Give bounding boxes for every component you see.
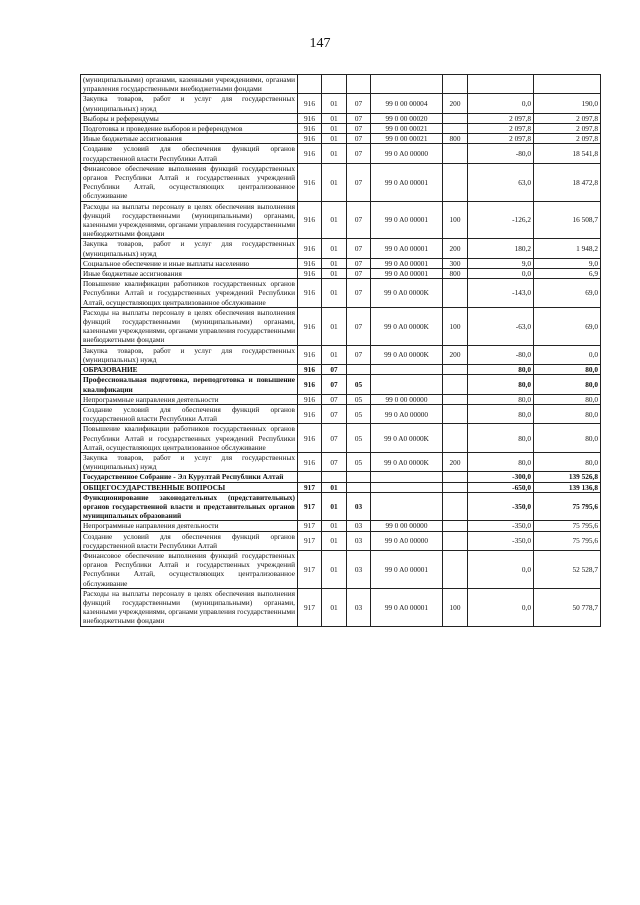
cell-section: 01 [322, 113, 347, 123]
table-row [81, 472, 601, 482]
cell-section: 01 [322, 521, 347, 531]
cell-change: 80,0 [468, 424, 534, 453]
cell-change: 0,0 [468, 94, 534, 113]
cell-ved: 916 [298, 452, 322, 471]
table-row [81, 345, 601, 364]
cell-subsection: 03 [347, 531, 371, 550]
table-row [81, 531, 601, 550]
cell-section: 07 [322, 424, 347, 453]
cell-name: Непрограммные направления деятельности [81, 521, 298, 531]
table-row [81, 75, 601, 94]
cell-section: 07 [322, 404, 347, 423]
cell-amount: 139 526,8 [534, 472, 601, 482]
cell-expense-type [443, 531, 468, 550]
cell-section: 01 [322, 94, 347, 113]
cell-ved: 916 [298, 201, 322, 239]
cell-target-article: 99 0 A0 00000 [371, 531, 443, 550]
cell-subsection: 07 [347, 201, 371, 239]
cell-name: (муниципальными) органами, казенными учреждениями, органами управления государственными внебюджетными фондами [81, 75, 298, 94]
cell-amount: 80,0 [534, 394, 601, 404]
cell-change: 80,0 [468, 394, 534, 404]
cell-subsection [347, 472, 371, 482]
table-row [81, 269, 601, 279]
cell-target-article [371, 375, 443, 394]
cell-change: -650,0 [468, 482, 534, 492]
cell-target-article: 99 0 A0 00001 [371, 269, 443, 279]
cell-ved: 917 [298, 492, 322, 521]
cell-section: 01 [322, 345, 347, 364]
table-row [81, 279, 601, 308]
cell-change: 0,0 [468, 269, 534, 279]
cell-subsection: 05 [347, 375, 371, 394]
cell-change: -63,0 [468, 307, 534, 345]
cell-expense-type [443, 472, 468, 482]
cell-amount: 16 508,7 [534, 201, 601, 239]
cell-section: 01 [322, 258, 347, 268]
cell-change: 80,0 [468, 452, 534, 471]
cell-name: Функционирование законодательных (представительных) органов государственной власти и представительных органов муниципальных образований [81, 492, 298, 521]
cell-expense-type: 200 [443, 345, 468, 364]
cell-name: Подготовка и проведение выборов и референдумов [81, 124, 298, 134]
table-row [81, 588, 601, 626]
cell-amount: 75 795,6 [534, 531, 601, 550]
cell-amount: 75 795,6 [534, 521, 601, 531]
cell-section: 01 [322, 588, 347, 626]
cell-name: ОБРАЗОВАНИЕ [81, 365, 298, 375]
cell-section: 07 [322, 394, 347, 404]
cell-expense-type: 100 [443, 307, 468, 345]
cell-section: 01 [322, 144, 347, 163]
cell-subsection: 07 [347, 258, 371, 268]
cell-amount: 50 778,7 [534, 588, 601, 626]
cell-section: 01 [322, 239, 347, 258]
cell-subsection: 03 [347, 521, 371, 531]
cell-amount: 80,0 [534, 452, 601, 471]
table-row [81, 521, 601, 531]
table-row [81, 424, 601, 453]
cell-amount: 18 541,8 [534, 144, 601, 163]
cell-expense-type [443, 394, 468, 404]
cell-change: -300,0 [468, 472, 534, 482]
cell-amount: 80,0 [534, 424, 601, 453]
cell-target-article [371, 492, 443, 521]
cell-amount: 2 097,8 [534, 113, 601, 123]
cell-ved: 916 [298, 144, 322, 163]
cell-target-article: 99 0 00 00021 [371, 134, 443, 144]
cell-change: -350,0 [468, 521, 534, 531]
cell-change: -126,2 [468, 201, 534, 239]
cell-change: 2 097,8 [468, 134, 534, 144]
cell-target-article [371, 365, 443, 375]
cell-ved: 916 [298, 404, 322, 423]
table-row [81, 163, 601, 201]
cell-expense-type [443, 404, 468, 423]
cell-change: -80,0 [468, 144, 534, 163]
cell-subsection: 07 [347, 134, 371, 144]
cell-name: ОБЩЕГОСУДАРСТВЕННЫЕ ВОПРОСЫ [81, 482, 298, 492]
cell-ved: 916 [298, 307, 322, 345]
cell-name: Закупка товаров, работ и услуг для государственных (муниципальных) нужд [81, 239, 298, 258]
cell-section: 01 [322, 492, 347, 521]
cell-ved: 916 [298, 258, 322, 268]
cell-expense-type [443, 365, 468, 375]
table-row [81, 394, 601, 404]
cell-expense-type: 300 [443, 258, 468, 268]
cell-amount: 52 528,7 [534, 550, 601, 588]
cell-ved: 916 [298, 394, 322, 404]
table-row [81, 94, 601, 113]
cell-amount: 80,0 [534, 404, 601, 423]
cell-change: 80,0 [468, 365, 534, 375]
cell-ved: 916 [298, 424, 322, 453]
cell-subsection: 07 [347, 239, 371, 258]
cell-ved: 916 [298, 113, 322, 123]
table-row [81, 113, 601, 123]
cell-amount: 69,0 [534, 279, 601, 308]
cell-name: Закупка товаров, работ и услуг для государственных (муниципальных) нужд [81, 345, 298, 364]
table-row [81, 492, 601, 521]
cell-subsection [347, 482, 371, 492]
cell-expense-type [443, 144, 468, 163]
cell-section: 01 [322, 124, 347, 134]
cell-target-article: 99 0 00 00020 [371, 113, 443, 123]
cell-subsection: 07 [347, 144, 371, 163]
cell-section: 01 [322, 307, 347, 345]
cell-section: 01 [322, 201, 347, 239]
cell-target-article: 99 0 00 00004 [371, 94, 443, 113]
cell-section: 01 [322, 550, 347, 588]
cell-target-article: 99 0 A0 00001 [371, 550, 443, 588]
cell-section: 07 [322, 452, 347, 471]
cell-name: Создание условий для обеспечения функций органов государственной власти Республики Алтай [81, 531, 298, 550]
cell-change: 0,0 [468, 588, 534, 626]
cell-name: Профессиональная подготовка, переподготовка и повышение квалификации [81, 375, 298, 394]
cell-subsection: 05 [347, 424, 371, 453]
cell-name: Финансовое обеспечение выполнения функций государственных органов Республики Алтай и государственных учреждений Республики Алтай, осуществляющих централизованное обслуживание [81, 163, 298, 201]
cell-expense-type: 200 [443, 239, 468, 258]
cell-change: -350,0 [468, 531, 534, 550]
cell-amount: 80,0 [534, 375, 601, 394]
table-row [81, 375, 601, 394]
page-number: 147 [309, 36, 331, 51]
cell-section: 01 [322, 531, 347, 550]
cell-target-article: 99 0 A0 0000K [371, 307, 443, 345]
cell-expense-type: 200 [443, 452, 468, 471]
cell-subsection [347, 365, 371, 375]
cell-name: Выборы и референдумы [81, 113, 298, 123]
cell-ved: 916 [298, 134, 322, 144]
cell-amount: 2 097,8 [534, 124, 601, 134]
cell-name: Социальное обеспечение и иные выплаты населению [81, 258, 298, 268]
table-row [81, 201, 601, 239]
table-row [81, 404, 601, 423]
cell-name: Расходы на выплаты персоналу в целях обеспечения выполнения функций государственными (муниципальными) органами, казенными учреждениями, органами управления государственными внебюджетными фондами [81, 307, 298, 345]
cell-target-article: 99 0 A0 00001 [371, 258, 443, 268]
cell-amount: 1 948,2 [534, 239, 601, 258]
cell-ved [298, 472, 322, 482]
table-row [81, 144, 601, 163]
cell-change: 80,0 [468, 375, 534, 394]
table-row [81, 550, 601, 588]
cell-change: 80,0 [468, 404, 534, 423]
cell-name: Непрограммные направления деятельности [81, 394, 298, 404]
cell-target-article [371, 472, 443, 482]
cell-expense-type: 100 [443, 588, 468, 626]
cell-target-article: 99 0 00 00000 [371, 521, 443, 531]
cell-subsection: 07 [347, 279, 371, 308]
cell-name: Расходы на выплаты персоналу в целях обеспечения выполнения функций государственными (муниципальными) органами, казенными учреждениями, органами управления государственными внебюджетными фондами [81, 201, 298, 239]
cell-name: Создание условий для обеспечения функций органов государственной власти Республики Алтай [81, 144, 298, 163]
cell-amount: 75 795,6 [534, 492, 601, 521]
cell-subsection: 05 [347, 394, 371, 404]
cell-ved: 916 [298, 365, 322, 375]
cell-change: 180,2 [468, 239, 534, 258]
cell-change: -80,0 [468, 345, 534, 364]
cell-amount: 69,0 [534, 307, 601, 345]
cell-subsection: 03 [347, 588, 371, 626]
cell-ved: 917 [298, 482, 322, 492]
cell-expense-type [443, 482, 468, 492]
cell-target-article: 99 0 A0 0000K [371, 279, 443, 308]
cell-section: 07 [322, 375, 347, 394]
cell-ved: 916 [298, 375, 322, 394]
table-row [81, 134, 601, 144]
table-row [81, 124, 601, 134]
cell-section [322, 75, 347, 94]
cell-name: Финансовое обеспечение выполнения функций государственных органов Республики Алтай и государственных учреждений Республики Алтай, осуществляющих централизованное обслуживание [81, 550, 298, 588]
cell-amount: 6,9 [534, 269, 601, 279]
cell-expense-type [443, 75, 468, 94]
cell-change: -350,0 [468, 492, 534, 521]
cell-change: 9,0 [468, 258, 534, 268]
cell-target-article: 99 0 00 00021 [371, 124, 443, 134]
cell-section: 01 [322, 279, 347, 308]
cell-change: 2 097,8 [468, 113, 534, 123]
cell-name: Повышение квалификации работников государственных органов Республики Алтай и государственных учреждений Республики Алтай, осуществляющих централизованное обслуживание [81, 424, 298, 453]
cell-section: 01 [322, 269, 347, 279]
cell-expense-type: 800 [443, 269, 468, 279]
cell-ved: 917 [298, 521, 322, 531]
cell-subsection: 03 [347, 550, 371, 588]
cell-expense-type [443, 375, 468, 394]
cell-section: 01 [322, 134, 347, 144]
cell-ved: 917 [298, 531, 322, 550]
cell-name: Иные бюджетные ассигнования [81, 134, 298, 144]
table-body [81, 75, 601, 627]
cell-expense-type [443, 113, 468, 123]
cell-section: 07 [322, 365, 347, 375]
cell-section: 01 [322, 482, 347, 492]
cell-amount: 2 097,8 [534, 134, 601, 144]
cell-ved: 916 [298, 269, 322, 279]
cell-name: Иные бюджетные ассигнования [81, 269, 298, 279]
cell-change: -143,0 [468, 279, 534, 308]
cell-subsection: 05 [347, 452, 371, 471]
cell-amount: 18 472,8 [534, 163, 601, 201]
cell-ved: 916 [298, 94, 322, 113]
cell-target-article: 99 0 A0 0000K [371, 452, 443, 471]
table-row [81, 258, 601, 268]
cell-target-article: 99 0 A0 0000K [371, 424, 443, 453]
cell-subsection: 07 [347, 94, 371, 113]
cell-ved: 916 [298, 163, 322, 201]
cell-expense-type: 100 [443, 201, 468, 239]
cell-amount: 139 136,8 [534, 482, 601, 492]
cell-name: Расходы на выплаты персоналу в целях обеспечения выполнения функций государственными (муниципальными) органами, казенными учреждениями, органами управления государственными внебюджетными фондами [81, 588, 298, 626]
cell-amount: 190,0 [534, 94, 601, 113]
cell-target-article [371, 75, 443, 94]
cell-expense-type [443, 163, 468, 201]
cell-name: Закупка товаров, работ и услуг для государственных (муниципальных) нужд [81, 94, 298, 113]
budget-table [80, 74, 601, 627]
cell-section [322, 472, 347, 482]
cell-amount: 80,0 [534, 365, 601, 375]
cell-section: 01 [322, 163, 347, 201]
cell-ved: 916 [298, 239, 322, 258]
cell-expense-type [443, 279, 468, 308]
cell-amount: 9,0 [534, 258, 601, 268]
cell-subsection: 07 [347, 307, 371, 345]
table-row [81, 482, 601, 492]
cell-amount: 0,0 [534, 345, 601, 364]
cell-change [468, 75, 534, 94]
cell-target-article: 99 0 00 00000 [371, 394, 443, 404]
cell-change: 0,0 [468, 550, 534, 588]
cell-expense-type [443, 124, 468, 134]
table-row [81, 239, 601, 258]
cell-change: 2 097,8 [468, 124, 534, 134]
cell-ved: 917 [298, 588, 322, 626]
cell-subsection: 07 [347, 163, 371, 201]
cell-target-article: 99 0 A0 0000K [371, 345, 443, 364]
cell-amount [534, 75, 601, 94]
cell-subsection: 07 [347, 113, 371, 123]
cell-expense-type [443, 521, 468, 531]
cell-ved: 916 [298, 345, 322, 364]
cell-name: Создание условий для обеспечения функций органов государственной власти Республики Алтай [81, 404, 298, 423]
cell-subsection: 07 [347, 124, 371, 134]
cell-subsection: 03 [347, 492, 371, 521]
cell-expense-type [443, 550, 468, 588]
table-row [81, 307, 601, 345]
cell-change: 63,0 [468, 163, 534, 201]
cell-subsection: 07 [347, 269, 371, 279]
cell-target-article: 99 0 A0 00000 [371, 404, 443, 423]
table-row [81, 452, 601, 471]
table-row [81, 365, 601, 375]
cell-ved [298, 75, 322, 94]
cell-name: Повышение квалификации работников государственных органов Республики Алтай и государственных учреждений Республики Алтай, осуществляющих централизованное обслуживание [81, 279, 298, 308]
cell-target-article: 99 0 A0 00001 [371, 163, 443, 201]
cell-expense-type [443, 492, 468, 521]
cell-name: Государственное Собрание - Эл Курултай Республики Алтай [81, 472, 298, 482]
cell-target-article: 99 0 A0 00001 [371, 201, 443, 239]
cell-target-article: 99 0 A0 00001 [371, 588, 443, 626]
cell-ved: 917 [298, 550, 322, 588]
cell-subsection [347, 75, 371, 94]
cell-target-article: 99 0 A0 00000 [371, 144, 443, 163]
cell-ved: 916 [298, 279, 322, 308]
cell-expense-type [443, 424, 468, 453]
cell-target-article: 99 0 A0 00001 [371, 239, 443, 258]
cell-expense-type: 200 [443, 94, 468, 113]
cell-expense-type: 800 [443, 134, 468, 144]
cell-subsection: 05 [347, 404, 371, 423]
cell-name: Закупка товаров, работ и услуг для государственных (муниципальных) нужд [81, 452, 298, 471]
cell-target-article [371, 482, 443, 492]
cell-subsection: 07 [347, 345, 371, 364]
cell-ved: 916 [298, 124, 322, 134]
